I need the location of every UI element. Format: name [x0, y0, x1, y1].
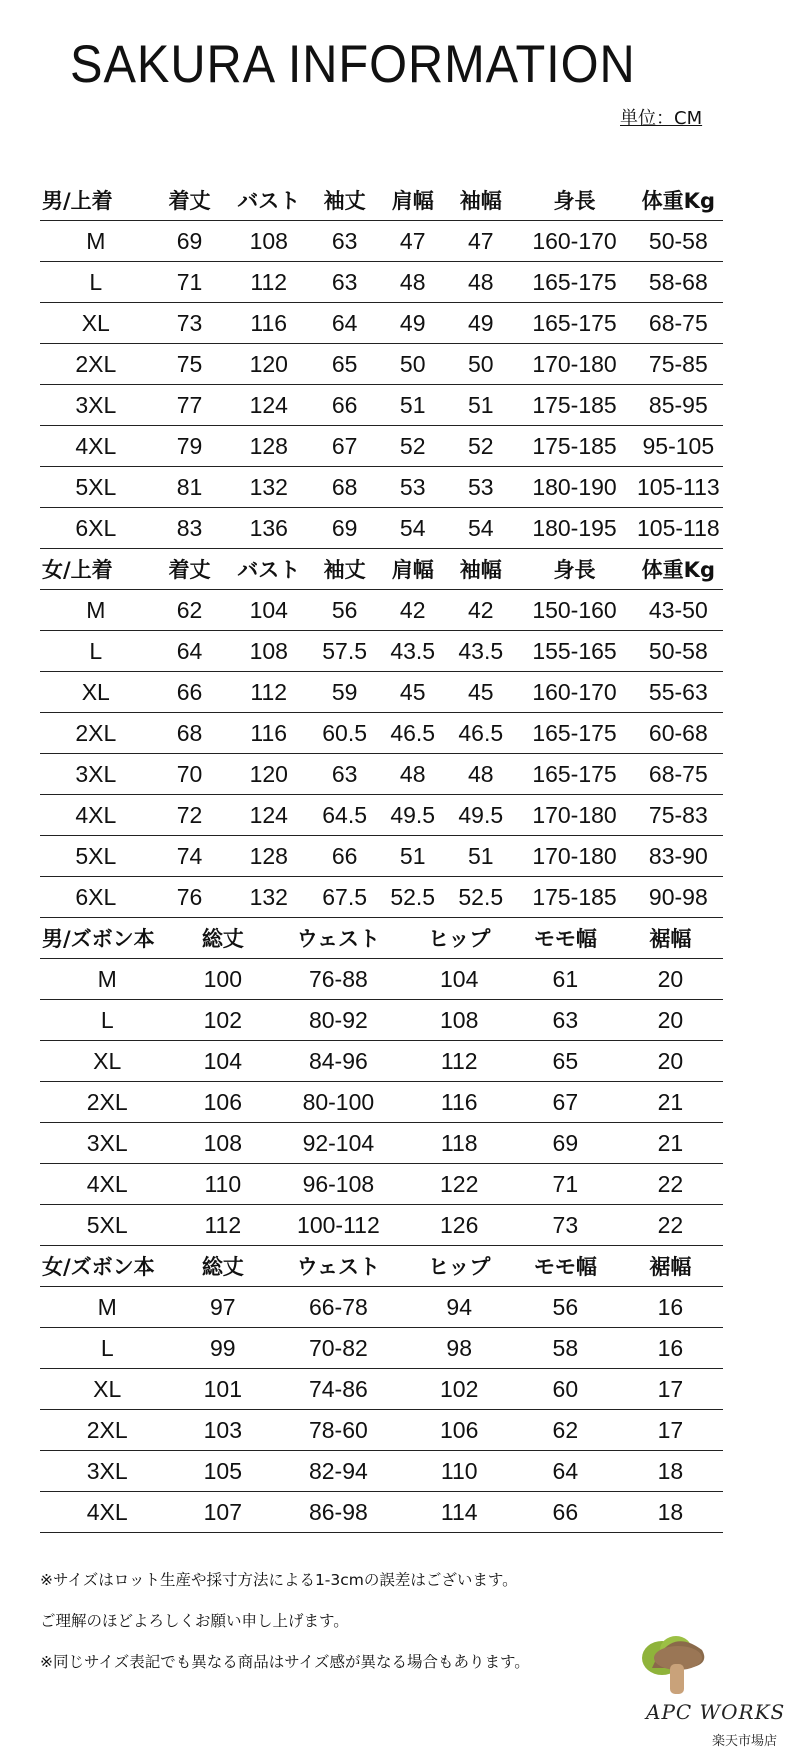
table-row: [40, 1287, 723, 1328]
value-cell: 52.5: [458, 883, 504, 910]
value-cell: 132: [249, 473, 288, 500]
note-error-margin: ※サイズはロット生産や採寸方法による1-3cmの誤差はございます。: [40, 1571, 518, 1589]
value-cell: 64: [331, 309, 358, 336]
value-cell: 90-98: [648, 883, 708, 910]
value-cell: 101: [203, 1375, 242, 1402]
size-cell: L: [100, 1006, 114, 1033]
value-cell: 68-75: [648, 309, 708, 336]
size-cell: 6XL: [75, 514, 117, 541]
table-row: [40, 1369, 723, 1410]
value-cell: 17: [657, 1416, 684, 1443]
value-cell: 126: [440, 1211, 479, 1238]
value-cell: 155-165: [532, 637, 617, 664]
table-header-row: [40, 549, 723, 590]
value-cell: 76-88: [308, 965, 368, 992]
table-row: [40, 1123, 723, 1164]
size-cell: 3XL: [86, 1457, 128, 1484]
value-cell: 103: [203, 1416, 242, 1443]
table-row: [40, 1492, 723, 1533]
value-cell: 83-90: [648, 842, 708, 869]
value-cell: 165-175: [532, 760, 617, 787]
size-cell: XL: [93, 1047, 122, 1074]
value-cell: 85-95: [648, 391, 708, 418]
value-cell: 70: [176, 760, 203, 787]
value-cell: 165-175: [532, 719, 617, 746]
value-cell: 49.5: [390, 801, 436, 828]
table-row: [40, 262, 723, 303]
value-cell: 20: [657, 1006, 684, 1033]
table-row: [40, 631, 723, 672]
column-header: 体重Kg: [641, 189, 715, 213]
value-cell: 62: [552, 1416, 579, 1443]
value-cell: 16: [657, 1334, 684, 1361]
value-cell: 160-170: [532, 227, 617, 254]
table-row: [40, 508, 723, 549]
value-cell: 180-190: [532, 473, 617, 500]
value-cell: 51: [467, 391, 494, 418]
value-cell: 51: [399, 842, 426, 869]
value-cell: 64.5: [322, 801, 368, 828]
value-cell: 63: [331, 227, 358, 254]
value-cell: 56: [331, 596, 358, 623]
value-cell: 42: [399, 596, 426, 623]
value-cell: 104: [249, 596, 288, 623]
value-cell: 122: [440, 1170, 479, 1197]
column-header: 身長: [553, 558, 596, 582]
value-cell: 100-112: [297, 1211, 380, 1238]
value-cell: 128: [249, 432, 288, 459]
table-row: [40, 1205, 723, 1246]
value-cell: 170-180: [532, 350, 617, 377]
value-cell: 68: [331, 473, 358, 500]
value-cell: 48: [467, 760, 494, 787]
value-cell: 106: [440, 1416, 479, 1443]
table-row: [40, 303, 723, 344]
value-cell: 52: [399, 432, 426, 459]
value-cell: 53: [467, 473, 494, 500]
value-cell: 96-108: [302, 1170, 375, 1197]
column-header: 裾幅: [649, 1255, 692, 1279]
value-cell: 110: [204, 1170, 242, 1197]
value-cell: 104: [203, 1047, 242, 1074]
value-cell: 46.5: [458, 719, 504, 746]
size-table: [40, 549, 723, 918]
value-cell: 49: [399, 309, 426, 336]
value-cell: 114: [440, 1498, 478, 1525]
value-cell: 136: [249, 514, 288, 541]
value-cell: 50: [467, 350, 494, 377]
value-cell: 54: [467, 514, 494, 541]
value-cell: 116: [250, 719, 288, 746]
value-cell: 100: [203, 965, 242, 992]
value-cell: 66: [552, 1498, 579, 1525]
value-cell: 50-58: [648, 637, 708, 664]
note-apology: ご理解のほどよろしくお願い申し上げます。: [40, 1612, 349, 1630]
value-cell: 58: [552, 1334, 579, 1361]
value-cell: 80-100: [302, 1088, 375, 1115]
value-cell: 45: [467, 678, 494, 705]
value-cell: 52: [467, 432, 494, 459]
value-cell: 175-185: [532, 883, 617, 910]
value-cell: 86-98: [308, 1498, 368, 1525]
value-cell: 112: [250, 678, 288, 705]
column-header: モモ幅: [533, 1255, 597, 1279]
size-cell: L: [89, 637, 103, 664]
value-cell: 175-185: [532, 391, 617, 418]
value-cell: 75-83: [648, 801, 708, 828]
value-cell: 61: [552, 965, 579, 992]
table-row: [40, 1000, 723, 1041]
value-cell: 67: [552, 1088, 579, 1115]
value-cell: 66-78: [308, 1293, 368, 1320]
table-row: [40, 1041, 723, 1082]
table-label: 女/上着: [42, 558, 113, 582]
size-cell: 3XL: [75, 760, 117, 787]
page-title: SAKURA INFORMATION: [70, 35, 636, 94]
table-row: [40, 467, 723, 508]
value-cell: 77: [176, 391, 203, 418]
value-cell: 75: [176, 350, 203, 377]
value-cell: 57.5: [322, 637, 368, 664]
value-cell: 48: [467, 268, 494, 295]
value-cell: 102: [203, 1006, 242, 1033]
size-cell: XL: [81, 678, 110, 705]
value-cell: 62: [176, 596, 203, 623]
size-cell: L: [89, 268, 103, 295]
value-cell: 81: [176, 473, 203, 500]
value-cell: 94: [446, 1293, 472, 1320]
table-row: [40, 836, 723, 877]
logo-text: APC WORKS: [646, 1700, 786, 1724]
value-cell: 20: [657, 965, 684, 992]
value-cell: 71: [176, 268, 203, 295]
value-cell: 98: [446, 1334, 472, 1361]
column-header: バスト: [237, 189, 301, 213]
value-cell: 67.5: [322, 883, 368, 910]
size-cell: L: [100, 1334, 114, 1361]
value-cell: 95-105: [642, 432, 715, 459]
table-row: [40, 795, 723, 836]
table-label: 男/上着: [42, 189, 113, 213]
value-cell: 53: [399, 473, 426, 500]
size-table: [40, 180, 723, 549]
value-cell: 78-60: [308, 1416, 368, 1443]
size-tables: [40, 180, 723, 1533]
table-row: [40, 754, 723, 795]
value-cell: 63: [331, 268, 358, 295]
value-cell: 49: [467, 309, 494, 336]
value-cell: 112: [440, 1047, 478, 1074]
value-cell: 120: [249, 760, 288, 787]
size-cell: XL: [81, 309, 110, 336]
table-row: [40, 672, 723, 713]
value-cell: 64: [552, 1457, 579, 1484]
table-row: [40, 713, 723, 754]
value-cell: 21: [657, 1088, 684, 1115]
table-row: [40, 1328, 723, 1369]
column-header: 総丈: [201, 1255, 244, 1279]
value-cell: 48: [399, 760, 426, 787]
size-cell: 3XL: [86, 1129, 128, 1156]
size-table: [40, 1246, 723, 1533]
size-cell: 5XL: [75, 842, 117, 869]
size-cell: 4XL: [86, 1170, 128, 1197]
size-cell: 5XL: [75, 473, 117, 500]
column-header: 肩幅: [391, 558, 434, 582]
value-cell: 84-96: [308, 1047, 368, 1074]
size-cell: 6XL: [75, 883, 117, 910]
value-cell: 50-58: [648, 227, 708, 254]
value-cell: 79: [176, 432, 203, 459]
column-header: 総丈: [201, 927, 244, 951]
value-cell: 107: [203, 1498, 242, 1525]
value-cell: 165-175: [532, 268, 617, 295]
value-cell: 160-170: [532, 678, 617, 705]
column-header: 肩幅: [391, 189, 434, 213]
size-table: [40, 918, 723, 1246]
value-cell: 68-75: [648, 760, 708, 787]
value-cell: 42: [467, 596, 494, 623]
value-cell: 20: [657, 1047, 684, 1074]
value-cell: 73: [552, 1211, 579, 1238]
value-cell: 70-82: [308, 1334, 368, 1361]
value-cell: 45: [399, 678, 426, 705]
column-header: 着丈: [168, 189, 211, 213]
value-cell: 60-68: [648, 719, 708, 746]
table-row: [40, 1164, 723, 1205]
value-cell: 72: [176, 801, 203, 828]
column-header: ヒップ: [428, 927, 491, 951]
value-cell: 18: [657, 1498, 684, 1525]
value-cell: 69: [176, 227, 203, 254]
value-cell: 76: [176, 883, 203, 910]
value-cell: 66: [331, 842, 358, 869]
table-row: [40, 344, 723, 385]
value-cell: 47: [399, 227, 426, 254]
value-cell: 108: [249, 637, 288, 664]
value-cell: 22: [657, 1211, 684, 1238]
value-cell: 68: [176, 719, 203, 746]
table-row: [40, 1451, 723, 1492]
value-cell: 43.5: [458, 637, 504, 664]
value-cell: 49.5: [458, 801, 504, 828]
value-cell: 80-92: [308, 1006, 368, 1033]
table-row: [40, 1082, 723, 1123]
value-cell: 59: [331, 678, 358, 705]
column-header: ウェスト: [296, 1255, 380, 1279]
column-header: 袖幅: [459, 558, 502, 582]
size-cell: 2XL: [75, 350, 117, 377]
value-cell: 74: [176, 842, 203, 869]
table-row: [40, 959, 723, 1000]
value-cell: 112: [250, 268, 288, 295]
column-header: 体重Kg: [641, 558, 715, 582]
value-cell: 16: [657, 1293, 684, 1320]
value-cell: 170-180: [532, 842, 617, 869]
value-cell: 116: [440, 1088, 478, 1115]
value-cell: 105-113: [636, 473, 720, 500]
value-cell: 108: [203, 1129, 242, 1156]
value-cell: 43-50: [648, 596, 708, 623]
size-cell: XL: [93, 1375, 122, 1402]
table-row: [40, 426, 723, 467]
size-cell: 5XL: [86, 1211, 128, 1238]
value-cell: 105-118: [636, 514, 720, 541]
value-cell: 46.5: [390, 719, 436, 746]
value-cell: 52.5: [390, 883, 436, 910]
table-row: [40, 1410, 723, 1451]
value-cell: 22: [657, 1170, 684, 1197]
table-label: 女/ズボン本: [42, 1255, 155, 1279]
size-cell: M: [86, 227, 106, 254]
value-cell: 116: [250, 309, 288, 336]
size-cell: 2XL: [86, 1088, 128, 1115]
value-cell: 54: [399, 514, 426, 541]
column-header: 袖幅: [459, 189, 502, 213]
size-cell: M: [97, 1293, 117, 1320]
value-cell: 50: [399, 350, 426, 377]
value-cell: 128: [249, 842, 288, 869]
value-cell: 51: [467, 842, 494, 869]
value-cell: 170-180: [532, 801, 617, 828]
value-cell: 74-86: [308, 1375, 368, 1402]
value-cell: 69: [331, 514, 358, 541]
note-size-difference: ※同じサイズ表記でも異なる商品はサイズ感が異なる場合もあります。: [40, 1653, 530, 1671]
column-header: 裾幅: [649, 927, 692, 951]
column-header: ウェスト: [296, 927, 380, 951]
column-header: モモ幅: [533, 927, 597, 951]
column-header: 袖丈: [323, 189, 366, 213]
value-cell: 55-63: [648, 678, 708, 705]
table-header-row: [40, 918, 723, 959]
value-cell: 112: [204, 1211, 242, 1238]
value-cell: 63: [552, 1006, 579, 1033]
value-cell: 108: [440, 1006, 479, 1033]
value-cell: 47: [467, 227, 494, 254]
value-cell: 150-160: [532, 596, 617, 623]
column-header: バスト: [237, 558, 301, 582]
value-cell: 73: [176, 309, 203, 336]
value-cell: 104: [440, 965, 479, 992]
table-row: [40, 590, 723, 631]
unit-label: 単位：CM: [620, 108, 703, 129]
value-cell: 69: [552, 1129, 579, 1156]
column-header: 着丈: [168, 558, 211, 582]
size-cell: M: [86, 596, 106, 623]
value-cell: 48: [399, 268, 426, 295]
table-label: 男/ズボン本: [42, 927, 155, 951]
value-cell: 110: [440, 1457, 478, 1484]
table-header-row: [40, 180, 723, 221]
value-cell: 66: [331, 391, 358, 418]
size-cell: 4XL: [75, 432, 117, 459]
size-cell: 2XL: [86, 1416, 128, 1443]
value-cell: 118: [440, 1129, 478, 1156]
value-cell: 64: [176, 637, 203, 664]
value-cell: 71: [552, 1170, 579, 1197]
value-cell: 63: [331, 760, 358, 787]
table-row: [40, 385, 723, 426]
size-cell: 3XL: [75, 391, 117, 418]
value-cell: 106: [203, 1088, 242, 1115]
value-cell: 124: [249, 391, 288, 418]
table-row: [40, 221, 723, 262]
logo-subtext: 楽天市場店: [712, 1734, 778, 1749]
column-header: 袖丈: [323, 558, 366, 582]
value-cell: 60: [552, 1375, 579, 1402]
value-cell: 99: [210, 1334, 236, 1361]
value-cell: 180-195: [532, 514, 617, 541]
value-cell: 124: [249, 801, 288, 828]
value-cell: 83: [176, 514, 203, 541]
value-cell: 102: [440, 1375, 479, 1402]
value-cell: 66: [176, 678, 203, 705]
size-cell: 4XL: [75, 801, 117, 828]
value-cell: 165-175: [532, 309, 617, 336]
column-header: ヒップ: [428, 1255, 491, 1279]
value-cell: 75-85: [648, 350, 708, 377]
value-cell: 108: [249, 227, 288, 254]
value-cell: 18: [657, 1457, 684, 1484]
value-cell: 60.5: [322, 719, 368, 746]
value-cell: 105: [203, 1457, 242, 1484]
column-header: 身長: [553, 189, 596, 213]
value-cell: 58-68: [648, 268, 708, 295]
value-cell: 17: [657, 1375, 684, 1402]
value-cell: 65: [552, 1047, 579, 1074]
value-cell: 92-104: [302, 1129, 375, 1156]
value-cell: 97: [210, 1293, 236, 1320]
value-cell: 51: [399, 391, 426, 418]
value-cell: 120: [249, 350, 288, 377]
size-cell: 2XL: [75, 719, 117, 746]
value-cell: 43.5: [390, 637, 436, 664]
value-cell: 56: [552, 1293, 579, 1320]
value-cell: 67: [331, 432, 358, 459]
table-row: [40, 877, 723, 918]
value-cell: 82-94: [308, 1457, 368, 1484]
size-cell: M: [97, 965, 117, 992]
value-cell: 21: [657, 1129, 684, 1156]
table-header-row: [40, 1246, 723, 1287]
value-cell: 175-185: [532, 432, 617, 459]
value-cell: 65: [331, 350, 358, 377]
value-cell: 132: [249, 883, 288, 910]
size-cell: 4XL: [86, 1498, 128, 1525]
